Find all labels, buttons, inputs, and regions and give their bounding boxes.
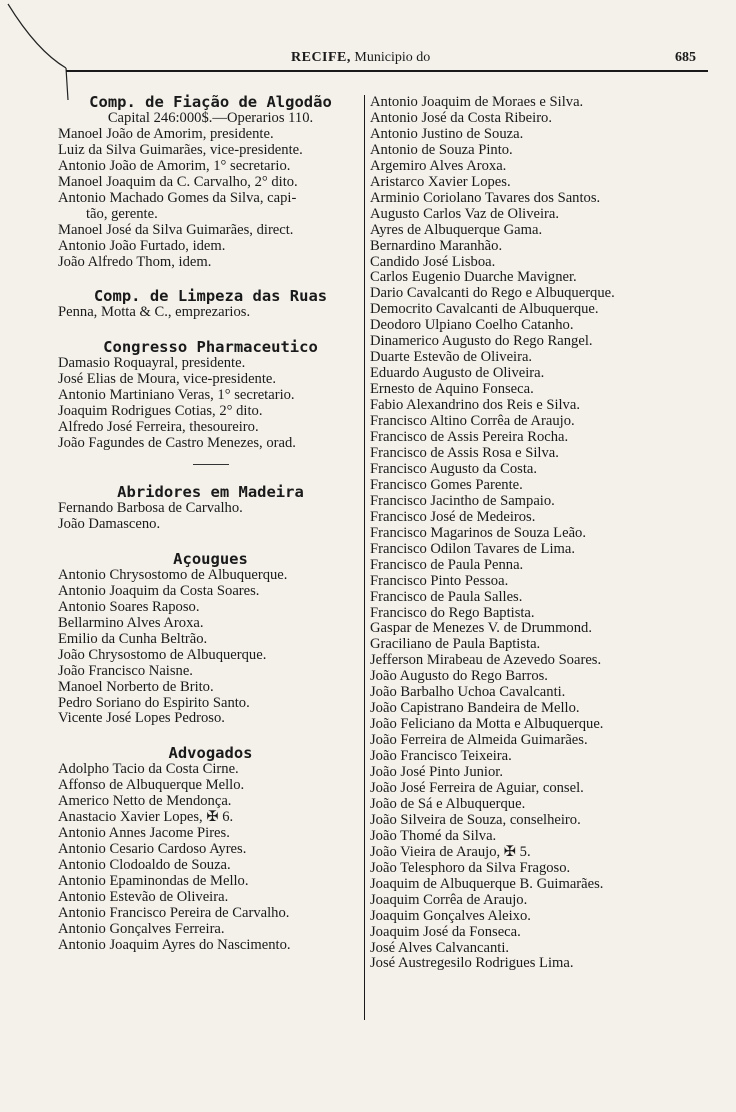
directory-entry: Antonio Francisco Pereira de Carvalho. [58,905,290,921]
directory-entry: Carlos Eugenio Duarche Mavigner. [370,270,577,286]
directory-entry: Antonio Machado Gomes da Silva, capi- [58,190,297,206]
directory-entry: Francisco de Assis Rosa e Silva. [370,445,559,461]
section-heading: Açougues [173,549,248,568]
directory-entry: Pedro Soriano do Espirito Santo. [58,695,250,711]
directory-entry: Gaspar de Menezes V. de Drummond. [370,621,592,637]
directory-entry: Dinamerico Augusto do Rego Rangel. [370,334,593,350]
directory-entry: Fabio Alexandrino dos Reis e Silva. [370,398,580,414]
directory-entry: Manoel João de Amorim, presidente. [58,126,274,142]
section-heading: Comp. de Limpeza das Ruas [93,287,328,306]
directory-entry: Aristarco Xavier Lopes. [370,174,511,190]
directory-entry: Manoel Norberto de Brito. [58,679,214,695]
right-column [370,95,710,972]
directory-entry: João Ferreira de Almeida Guimarães. [370,733,588,749]
directory-entry: Antonio Estevão de Oliveira. [58,889,229,905]
directory-entry: Francisco Jacintho de Sampaio. [370,493,555,509]
directory-entry: Luiz da Silva Guimarães, vice-presidente. [58,142,303,158]
page-header [66,50,708,72]
directory-entry: Emilio da Cunha Beltrão. [58,631,208,647]
directory-entry: Argemiro Alves Aroxa. [370,158,507,174]
directory-entry: Americo Netto de Mendonça. [58,794,232,810]
directory-entry: Francisco Altino Corrêa de Araujo. [370,414,575,430]
directory-entry: João Chrysostomo de Albuquerque. [58,647,267,663]
page-number: 685 [675,50,696,65]
directory-entry: Deodoro Ulpiano Coelho Catanho. [370,318,574,334]
directory-entry: Antonio Joaquim Ayres do Nascimento. [58,937,291,953]
directory-entry: João José Ferreira de Aguiar, consel. [370,780,584,796]
directory-entry: Francisco do Rego Baptista. [370,605,535,621]
directory-entry: João José Pinto Junior. [370,765,503,781]
directory-entry: Eduardo Augusto de Oliveira. [370,366,545,382]
directory-entry: Joaquim Rodrigues Cotias, 2° dito. [58,404,263,420]
directory-entry: Antonio José da Costa Ribeiro. [370,110,553,126]
directory-entry: João Capistrano Bandeira de Mello. [370,701,580,717]
running-title [291,50,430,66]
directory-entry: Antonio Gonçalves Ferreira. [58,921,225,937]
directory-entry: João Vieira de Araujo, ✠ 5. [370,844,531,860]
directory-entry: Antonio Martiniano Veras, 1° secretario. [58,388,295,404]
directory-entry: José Elias de Moura, vice-presidente. [58,372,277,388]
section-subheading: Capital 246:000$.—Operarios 110. [107,110,314,126]
entry-continuation: tão, gerente. [86,206,158,222]
running-title-rest: Municipio do [350,50,431,65]
directory-entry: Antonio Cesario Cardoso Ayres. [58,842,247,858]
section-heading: Comp. de Fiação de Algodão [89,93,332,111]
directory-entry: Antonio de Souza Pinto. [370,142,513,158]
directory-entry: Francisco Augusto da Costa. [370,461,538,477]
directory-entry: Bernardino Maranhão. [370,238,503,254]
directory-entry: João Damasceno. [58,516,161,532]
directory-entry: Francisco de Paula Penna. [370,557,524,573]
directory-entry: Penna, Motta & C., emprezarios. [58,305,251,321]
directory-entry: Francisco Odilon Tavares de Lima. [370,541,575,557]
directory-entry: Antonio Annes Jacome Pires. [58,826,230,842]
directory-entry: Antonio João de Amorim, 1° secretario. [58,158,291,174]
directory-entry: João Silveira de Souza, conselheiro. [370,812,581,828]
directory-entry: Antonio Soares Raposo. [58,599,200,615]
section-heading: Abridores em Madeira [117,483,304,502]
directory-entry: José Austregesilo Rodrigues Lima. [370,956,574,972]
directory-entry: José Alves Calvancanti. [370,940,510,956]
directory-entry: Anastacio Xavier Lopes, ✠ 6. [58,810,234,826]
left-column [58,95,363,954]
directory-entry: Antonio João Furtado, idem. [58,238,226,254]
directory-entry: João Telesphoro da Silva Fragoso. [370,860,571,876]
directory-entry: Augusto Carlos Vaz de Oliveira. [370,206,560,222]
directory-entry: Francisco Magarinos de Souza Leão. [370,525,586,541]
directory-entry: Graciliano de Paula Baptista. [370,637,541,653]
directory-entry: Francisco José de Medeiros. [370,509,536,525]
directory-entry: Ernesto de Aquino Fonseca. [370,382,534,398]
directory-entry: Antonio Joaquim da Costa Soares. [58,583,260,599]
directory-entry: João Thomé da Silva. [370,828,497,844]
section-heading: Congresso Pharmaceutico [103,338,318,357]
directory-entry: Democrito Cavalcanti de Albuquerque. [370,302,599,318]
directory-entry: João Alfredo Thom, idem. [58,254,212,270]
directory-entry: Manoel Joaquim da C. Carvalho, 2° dito. [58,174,298,190]
directory-entry: João de Sá e Albuquerque. [370,796,526,812]
directory-entry: Vicente José Lopes Pedroso. [58,711,225,727]
directory-entry: Joaquim de Albuquerque B. Guimarães. [370,876,604,892]
directory-entry: João Augusto do Rego Barros. [370,669,548,685]
running-title-bold: RECIFE, [291,50,351,65]
directory-entry: Jefferson Mirabeau de Azevedo Soares. [370,653,602,669]
directory-entry: João Francisco Naisne. [58,663,193,679]
directory-entry: João Feliciano da Motta e Albuquerque. [370,717,604,733]
directory-entry: Candido José Lisboa. [370,254,496,270]
directory-entry: Francisco Gomes Parente. [370,477,523,493]
directory-entry: Antonio Justino de Souza. [370,126,524,142]
directory-entry: João Barbalho Uchoa Cavalcanti. [370,685,566,701]
directory-entry: Francisco Pinto Pessoa. [370,573,509,589]
directory-entry: Damasio Roquayral, presidente. [58,356,246,372]
directory-entry: Antonio Epaminondas de Mello. [58,874,249,890]
directory-entry: Manoel José da Silva Guimarães, direct. [58,222,294,238]
directory-entry: Joaquim Gonçalves Aleixo. [370,908,531,924]
directory-entry: Fernando Barbosa de Carvalho. [58,501,243,517]
directory-entry: Francisco de Paula Salles. [370,589,523,605]
directory-entry: Antonio Chrysostomo de Albuquerque. [58,567,288,583]
directory-entry: Affonso de Albuquerque Mello. [58,778,245,794]
directory-entry: Duarte Estevão de Oliveira. [370,350,533,366]
directory-entry: Arminio Coriolano Tavares dos Santos. [370,190,601,206]
directory-entry: João Fagundes de Castro Menezes, orad. [58,436,296,452]
directory-entry: Alfredo José Ferreira, thesoureiro. [58,420,259,436]
directory-entry: Adolpho Tacio da Costa Cirne. [58,762,239,778]
directory-entry: Joaquim José da Fonseca. [370,924,521,940]
directory-entry: Bellarmino Alves Aroxa. [58,615,204,631]
directory-entry: Antonio Clodoaldo de Souza. [58,858,231,874]
directory-entry: Ayres de Albuquerque Gama. [370,222,543,238]
directory-entry: Antonio Joaquim de Moraes e Silva. [370,95,584,110]
directory-entry: Francisco de Assis Pereira Rocha. [370,430,569,446]
directory-entry: João Francisco Teixeira. [370,749,512,765]
section-heading: Advogados [168,744,253,763]
column-divider [364,95,365,1020]
directory-entry: Joaquim Corrêa de Araujo. [370,892,528,908]
directory-entry: Dario Cavalcanti do Rego e Albuquerque. [370,286,615,302]
section-rule [193,464,229,465]
